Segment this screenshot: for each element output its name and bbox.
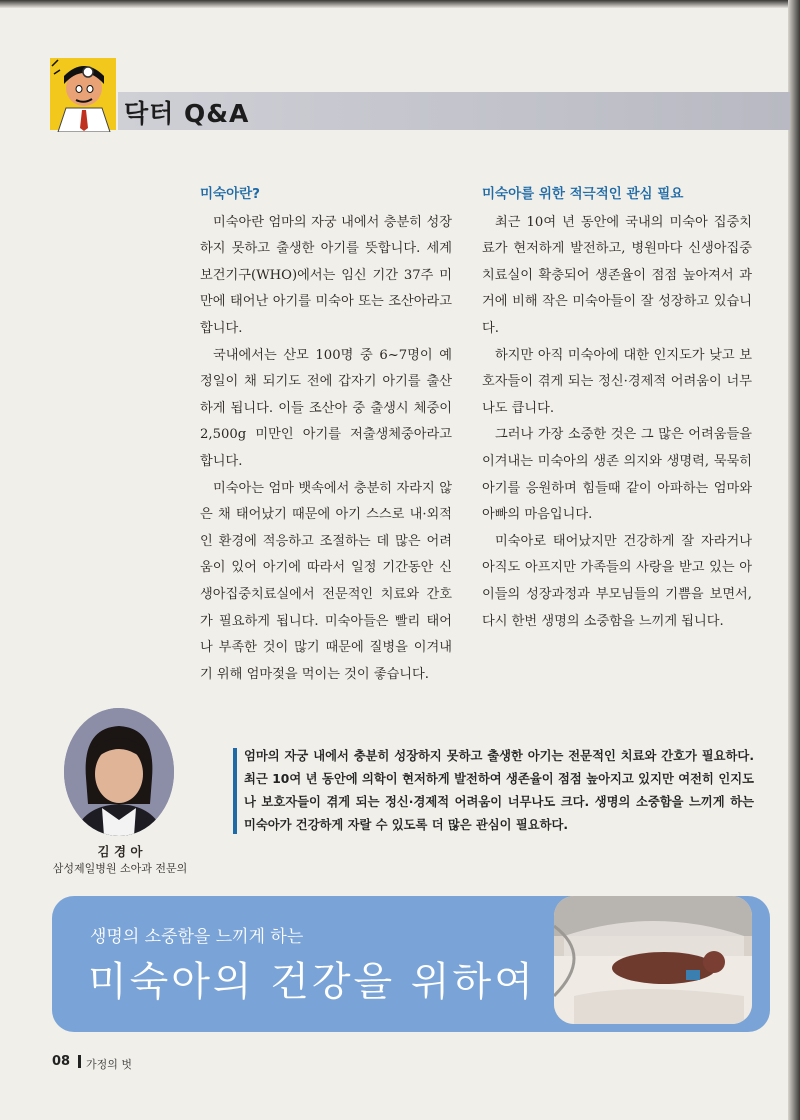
left-paragraph-2: 국내에서는 산모 100명 중 6~7명이 예정일이 채 되기도 전에 갑자기 아기를 출산하게 됩니다. 이들 조산아 중 출생시 체중이 2,500g 미만인 아기를 저출생체중아라고 합니다.: [200, 347, 452, 469]
left-column: [200, 181, 452, 688]
footer-divider: [78, 1055, 81, 1068]
right-paragraph-1: 최근 10여 년 동안에 국내의 미숙아 집중치료가 현저하게 발전하고, 병원마다 신생아집중치료실이 확충되어 생존율이 점점 높아져서 과거에 비해 작은 미숙아들이 잘 성장하고 있습니다.: [482, 214, 752, 336]
author-affiliation: 삼성제일병원 소아과 전문의: [52, 862, 188, 875]
right-paragraph-4: 미숙아로 태어났지만 건강하게 잘 자라거나 아직도 아프지만 가족들의 사랑을 받고 있는 아이들의 성장과정과 부모님들의 기쁨을 보면서, 다시 한번 생명의 소중함을 느끼게 됩니다.: [482, 533, 752, 629]
right-paragraph-2: 하지만 아직 미숙아에 대한 인지도가 낮고 보호자들이 겪게 되는 정신·경제적 어려움이 너무나도 큽니다.: [482, 347, 752, 416]
author-name: 김 경 아: [97, 844, 143, 859]
banner-subtitle: 생명의 소중함을 느끼게 하는: [90, 927, 304, 947]
banner-title: 미숙아의 건강을 위하여: [88, 959, 536, 1005]
doctor-cartoon-icon: [48, 54, 120, 132]
left-paragraph-3: 미숙아는 엄마 뱃속에서 충분히 자라지 않은 채 태어났기 때문에 아기 스스로 내·외적인 환경에 적응하고 조절하는 데 많은 어려움이 있어 아기에 따라서 일정 기간동안 신생아집중치료실에서 전문적인 치료와 간호가 필요하게 됩니다. 미숙아들은 빨리 태어나 부족한 것이 많기 때문에 질병을 이겨내기 위해 엄마젖을 먹이는 것이 좋습니다.: [200, 480, 452, 682]
right-section-heading: 미숙아를 위한 적극적인 관심 필요: [482, 186, 684, 202]
left-paragraph-1: 미숙아란 엄마의 자궁 내에서 충분히 성장하지 못하고 출생한 아기를 뜻합니다. 세계보건기구(WHO)에서는 임신 기간 37주 미만에 태어난 아기를 미숙아 또는 조산아라고 합니다.: [200, 214, 452, 336]
author-portrait: [64, 708, 174, 836]
right-column: [482, 181, 752, 635]
right-paragraph-3: 그러나 가장 소중한 것은 그 많은 어려움들을 이겨내는 미숙아의 생존 의지와 생명력, 묵묵히 아기를 응원하며 힘들때 같이 아파하는 엄마와 아빠의 마음입니다.: [482, 427, 752, 523]
summary-rule: [233, 748, 237, 834]
page-edge-shadow: [788, 0, 800, 1120]
page-top-shadow: [0, 0, 800, 8]
incubator-photo: [554, 896, 752, 1024]
page-title: 닥터 Q&A: [124, 99, 250, 128]
summary-text: 엄마의 자궁 내에서 충분히 성장하지 못하고 출생한 아기는 전문적인 치료와 간호가 필요하다. 최근 10여 년 동안에 의학이 현저하게 발전하여 생존율이 점점 높아지고 있지만 여전히 인지도나 보호자들이 겪게 되는 정신·경제적 어려움이 너무나도 크다. 생명의 소중함을 느끼게 하는 미숙아가 건강하게 자랄 수 있도록 더 많은 관심이 필요하다.: [244, 749, 754, 832]
left-section-heading: 미숙아란?: [200, 186, 260, 202]
magazine-name: 가정의 벗: [86, 1058, 133, 1071]
page-number: 08: [52, 1054, 71, 1069]
